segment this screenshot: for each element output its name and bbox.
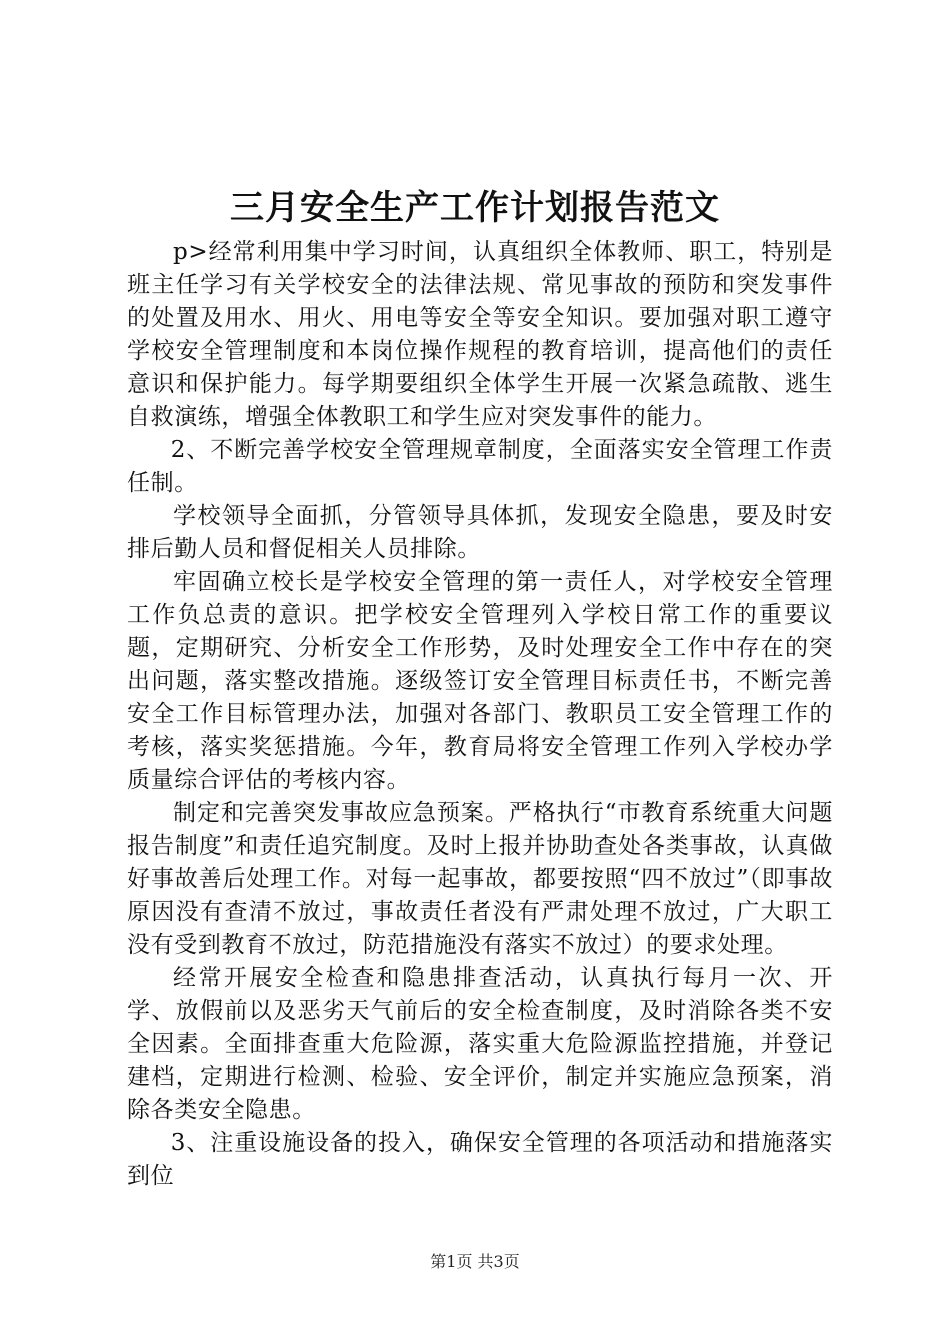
paragraph-emergency-plan: 制定和完善突发事故应急预案。严格执行“市教育系统重大问题报告制度”和责任追究制度。及时上报并协助查处各类事故，认真做好事故善后处理工作。对每一起事故，都要按照“四不放过”（即事故原因没有查清不放过，事故责任者没有严肃处理不放过，广大职工没有受到教育不放过，防范措施没有落实不放过）的要求处理。 [127, 800, 833, 958]
paragraph-safety-education: p>经常利用集中学习时间，认真组织全体教师、职工，特别是班主任学习有关学校安全的法律法规、常见事故的预防和突发事件的处置及用水、用火、用电等安全等安全知识。要加强对职工遵守学校安全管理制度和本岗位操作规程的教育培训，提高他们的责任意识和保护能力。每学期要组织全体学生开展一次紧急疏散、逃生自救演练，增强全体教职工和学生应对突发事件的能力。 [127, 239, 833, 430]
page-title: 三月安全生产工作计划报告范文 [230, 188, 720, 228]
page-indicator: 第1页 共3页 [430, 1252, 520, 1271]
paragraph-principal-responsibility: 牢固确立校长是学校安全管理的第一责任人，对学校安全管理工作负总责的意识。把学校安全管理列入学校日常工作的重要议题，定期研究、分析安全工作形势，及时处理安全工作中存在的突出问题，落实整改措施。逐级签订安全管理目标责任书，不断完善安全工作目标管理办法，加强对各部门、教职员工安全管理工作的考核，落实奖惩措施。今年，教育局将安全管理工作列入学校办学质量综合评估的考核内容。 [127, 569, 833, 793]
paragraph-leadership: 学校领导全面抓，分管领导具体抓，发现安全隐患，要及时安排后勤人员和督促相关人员排除。 [127, 503, 833, 562]
paragraph-safety-inspection: 经常开展安全检查和隐患排查活动，认真执行每月一次、开学、放假前以及恶劣天气前后的安全检查制度，及时消除各类不安全因素。全面排查重大危险源，落实重大危险源监控措施，并登记建档，定期进行检测、检验、安全评价，制定并实施应急预案，消除各类安全隐患。 [127, 965, 833, 1123]
document-body [127, 236, 833, 1193]
paragraph-section-2-heading: 2、不断完善学校安全管理规章制度，全面落实安全管理工作责任制。 [127, 437, 833, 496]
paragraph-section-3-heading: 3、注重设施设备的投入，确保安全管理的各项活动和措施落实到位 [127, 1130, 833, 1189]
page-footer [0, 1250, 950, 1274]
